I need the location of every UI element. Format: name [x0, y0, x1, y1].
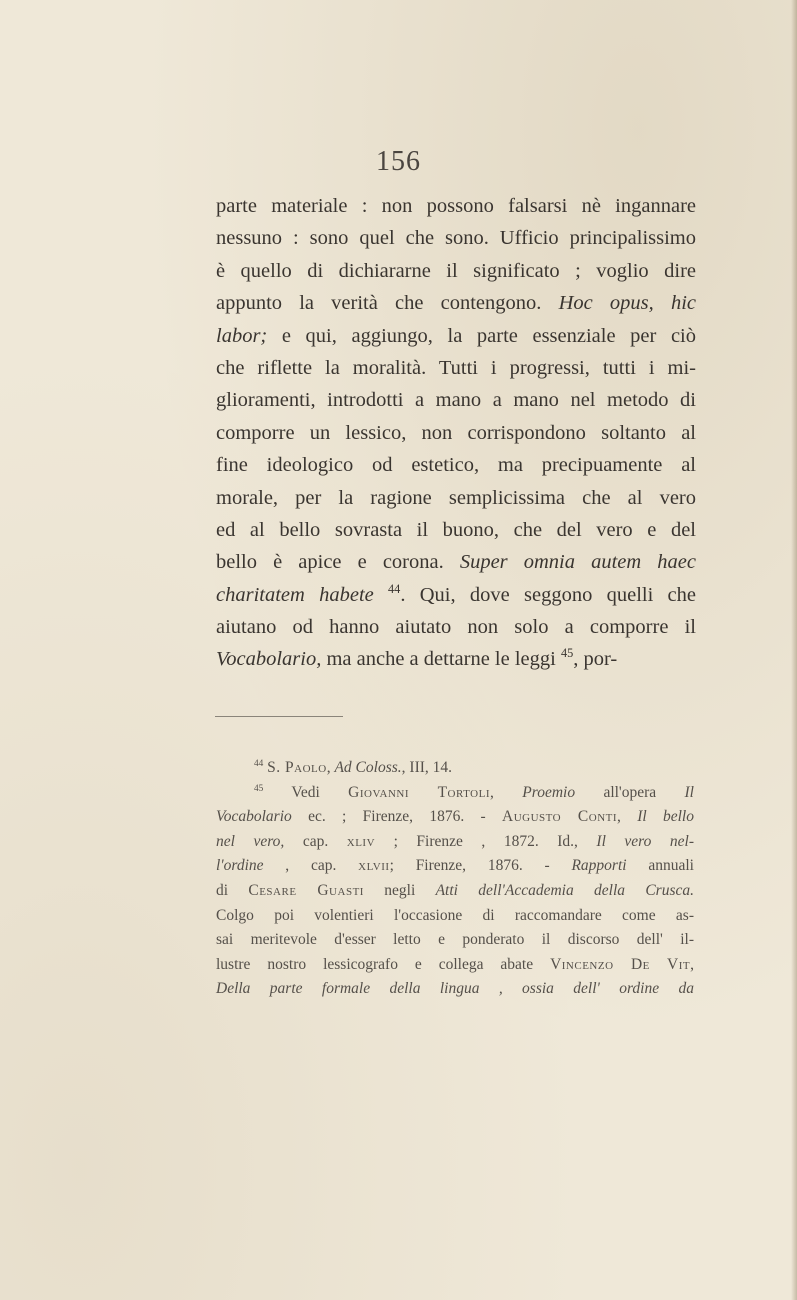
body-line: Vocabolario, ma anche a dettarne le leggi $^{45}$, por-: [216, 646, 618, 671]
footnote-mark: 44: [254, 758, 264, 769]
author-name: Augusto Conti: [502, 808, 618, 826]
body-line: bello è apice e corona. Super omnia autem haec: [216, 551, 696, 574]
footnote-ref-45: 45: [560, 646, 574, 661]
body-line: morale, per la ragione semplicissima che al vero: [216, 486, 696, 509]
latin-phrase: Hoc opus, hic: [558, 292, 696, 315]
work-title: Atti dell'Accademia della Crusca.: [435, 881, 694, 899]
page-edge-shadow: [791, 0, 797, 1300]
body-line: appunto la verità che contengono. Hoc opus, hic: [216, 292, 696, 315]
work-title: Proemio: [522, 783, 576, 801]
body-line: fine ideologico od estetico, ma precipuamente al: [216, 454, 696, 477]
author-name: Cesare Guasti: [248, 881, 364, 899]
author-name: Giovanni Tortoli: [348, 783, 491, 801]
work-title: Ad Coloss.: [334, 759, 402, 776]
footnote-line: Colgo poi volentieri l'occasione di raccomandare come as-: [216, 906, 694, 924]
footnote-44: $^{44}$ S. Paolo, Ad Coloss., III, 14.: [254, 758, 453, 776]
chapter-number: xlvii: [358, 857, 390, 875]
footnote-ref-44: 44: [388, 581, 401, 596]
work-title: Della parte formale della lingua , ossia dell' ordine da: [216, 980, 694, 998]
italic-title: Vocabolario,: [216, 648, 322, 671]
footnote-45: $^{45}$ Vedi Giovanni Tortoli, Proemio all'opera Il: [254, 783, 694, 801]
footnote-line: l'ordine , cap. xlvii; Firenze, 1876. - Rapporti annuali: [216, 857, 694, 875]
body-text: [216, 190, 696, 676]
work-title: l'ordine: [216, 857, 264, 875]
latin-phrase: labor;: [216, 324, 268, 347]
work-title: Il: [684, 783, 694, 801]
body-line: aiutano od hanno aiutato non solo a comporre il: [216, 616, 696, 639]
footnote-line: sai meritevole d'esser letto e ponderato il discorso dell' il-: [216, 931, 694, 949]
body-line: che riflette la moralità. Tutti i progressi, tutti i mi-: [216, 356, 696, 379]
body-line: nessuno : sono quel che sono. Ufficio principalissimo: [216, 227, 696, 250]
chapter-number: xliv: [346, 832, 376, 850]
author-name: S. Paolo: [267, 759, 327, 776]
footnote-line: di Cesare Guasti negli Atti dell'Accademia della Crusca.: [216, 881, 694, 899]
work-title: Rapporti: [571, 857, 627, 875]
body-line: parte materiale : non possono falsarsi nè ingannare: [216, 195, 696, 217]
body-line: ed al bello sovrasta il buono, che del vero e del: [216, 518, 696, 541]
work-title: nel vero,: [216, 832, 285, 850]
latin-phrase: Super omnia autem haec: [459, 551, 696, 574]
footnote-divider: [215, 716, 343, 717]
body-line: è quello di dichiararne il significato ; voglio dire: [216, 259, 696, 282]
footnotes: [216, 756, 694, 1002]
footnote-line: Vocabolario ec. ; Firenze, 1876. - Augusto Conti, Il bello: [216, 808, 694, 826]
work-title: Il vero nel-: [596, 832, 694, 850]
footnote-mark: 45: [254, 783, 264, 794]
body-line: glioramenti, introdotti a mano a mano nel metodo di: [216, 389, 696, 412]
body-line: comporre un lessico, non corrispondono soltanto al: [216, 421, 696, 444]
body-line: labor; e qui, aggiungo, la parte essenziale per ciò: [216, 324, 696, 347]
footnote-line: [216, 977, 694, 1002]
work-title: Il bello: [637, 808, 694, 826]
body-line: charitatem habete $^{44}$. Qui, dove seggono quelli che: [216, 581, 697, 606]
latin-phrase: charitatem habete: [216, 583, 374, 606]
footnote-line: nel vero, cap. xliv ; Firenze , 1872. Id., Il vero nel-: [216, 832, 694, 850]
author-name: Vincenzo De Vit: [550, 955, 691, 973]
work-title: Vocabolario: [216, 808, 292, 826]
page-number: 156: [376, 146, 421, 177]
footnote-line: lustre nostro lessicografo e collega abate Vincenzo De Vit,: [216, 955, 694, 973]
